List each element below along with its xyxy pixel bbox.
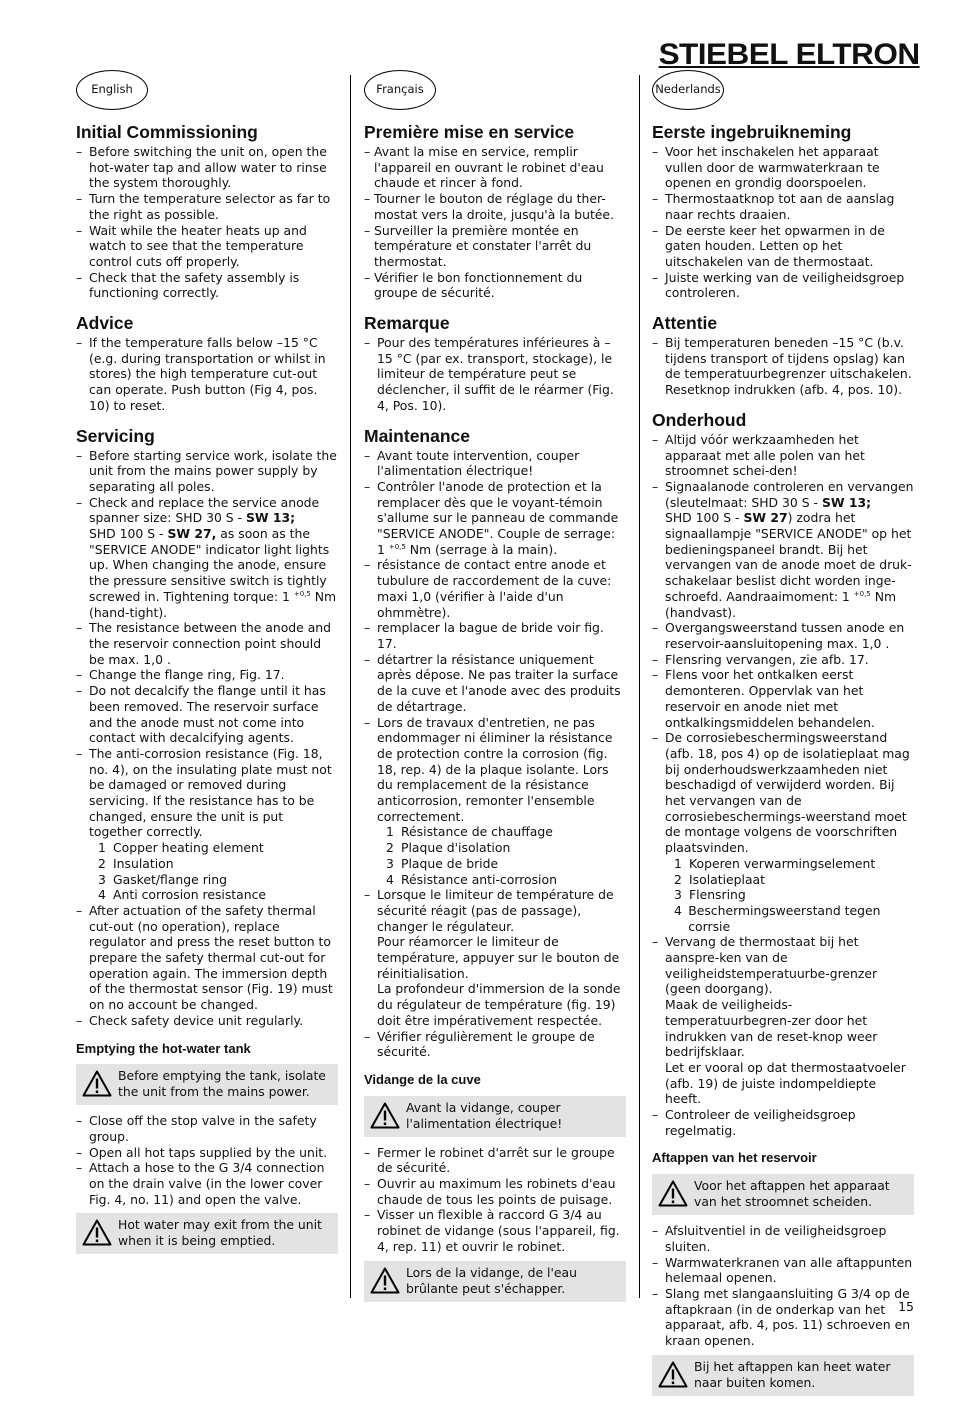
list-item: – De corrosiebeschermingsweerstand (afb. 18, pos 4) op de isolatieplaat mag bij onderhoudswerkzaamheden niet beschadigd of verwijderd worden. Bij het vervangen van de corrosiebeschermings-weerstand moet de montage volgens de voorschriften plaatsvinden. 1 Koperen verwarmingselement 2 Isolatieplaat 3 Flensring 4 Beschermingsweerstand tegen corrsie [652, 730, 914, 934]
list-item: – Altijd vóór werkzaamheden het apparaat met alle polen van het stroomnet schei-den! [652, 432, 914, 479]
list-item: – Avant toute intervention, couper l'alimentation électrique! [364, 448, 626, 479]
parts-list [89, 840, 338, 903]
brand-logo: STIEBEL ELTRON [658, 38, 920, 71]
warning-icon [658, 1180, 688, 1207]
list-item: – Avant la mise en service, remplir l'appareil en ouvrant le robinet d'eau chaude et rincer à fond. [364, 144, 626, 191]
warning-box: Avant la vidange, couper l'alimentation électrique! [364, 1096, 626, 1137]
list-item: – Open all hot taps supplied by the unit. [76, 1145, 338, 1161]
french-column [364, 70, 626, 1310]
list-item: – Thermostaatknop tot aan de aanslag naar rechts draaien. [652, 191, 914, 222]
list-item: – Turn the temperature selector as far to the right as possible. [76, 191, 338, 222]
page-number: 15 [898, 1299, 914, 1314]
warning-box: Hot water may exit from the unit when it is being emptied. [76, 1213, 338, 1254]
list-item: – Lors de travaux d'entretien, ne pas endommager ni éliminer la résistance de protection contre la corrosion (fig. 18, rep. 4) de la plaque isolante. Lors du remplacement de la résistance anticorrosion, remonter l'ensemble correctement. 1 Résistance de chauffage 2 Plaque d'isolation 3 Plaque de bride 4 Résistance anti-corrosion [364, 715, 626, 888]
heading-onderhoud: Onderhoud [652, 409, 747, 430]
list-item: – Warmwaterkranen van alle aftappunten helemaal openen. [652, 1255, 914, 1286]
list-item: – résistance de contact entre anode et tubulure de raccordement de la cuve: maxi 1,0 (vérifier à l'aide d'un ohmmètre). [364, 557, 626, 620]
list-item: – Lorsque le limiteur de température de sécurité réagit (pas de passage), changer le régulateur. Pour réamorcer le limiteur de température, appuyer sur le bouton de réinitialisation. La profondeur d'immersion de la sonde du régulateur de température (fig. 19) doit être impérativement respectée. [364, 887, 626, 1028]
part-item: 2 Plaque d'isolation [386, 840, 511, 856]
list-item: – Fermer le robinet d'arrêt sur le groupe de sécurité. [364, 1145, 626, 1176]
heading-servicing: Servicing [76, 425, 155, 446]
heading-eerste-ingebruikneming: Eerste ingebruikneming [652, 122, 852, 142]
parts-list [377, 824, 626, 887]
servicing-list [76, 448, 338, 1029]
warning-icon [82, 1070, 112, 1097]
part-item: 1 Résistance de chauffage [386, 824, 553, 840]
initial-list [76, 144, 338, 301]
vidange-list [364, 1145, 626, 1255]
emptying-list [76, 1113, 338, 1207]
list-item: – Juiste werking van de veiligheidsgroep controleren. [652, 270, 914, 301]
list-item: – Change the flange ring, Fig. 17. [76, 667, 338, 683]
list-item: – Do not decalcify the flange until it has been removed. The reservoir surface and the anode must not come into contact with decalcifying agents. [76, 683, 338, 746]
warning-icon [370, 1267, 400, 1294]
part-item: 3 Gasket/flange ring [98, 871, 227, 887]
parts-list [665, 856, 914, 935]
heading-advice: Advice [76, 313, 134, 334]
warning-box: Voor het aftappen het apparaat van het stroomnet scheiden. [652, 1174, 914, 1215]
list-item: – Close off the stop valve in the safety group. [76, 1113, 338, 1144]
list-item: – Afsluitventiel in de veiligheidsgroep sluiten. [652, 1223, 914, 1254]
list-item: – détartrer la résistance uniquement après dépose. Ne pas traiter la surface de la cuve et l'anode avec des produits de détartrage. [364, 652, 626, 715]
heading-attentie: Attentie [652, 313, 718, 334]
maintenance-list [364, 448, 626, 1060]
list-item: – Overgangsweerstand tussen anode en reservoir-aansluitopening max. 1,0 . [652, 620, 914, 651]
warning-box: Before emptying the tank, isolate the unit from the mains power. [76, 1064, 338, 1105]
heading-maintenance: Maintenance [364, 425, 470, 446]
part-item: 4 Anti corrosion resistance [98, 887, 267, 903]
list-item: – Check safety device unit regularly. [76, 1013, 338, 1029]
list-item: – Bij temperaturen beneden –15 °C (b.v. tijdens transport of tijdens opslag) kan de temperatuurbegrenzer uitschakelen. Resetknop indrukken (afb. 4, pos. 10). [652, 335, 914, 398]
warning-icon [370, 1102, 400, 1129]
language-badge: Français [364, 70, 436, 110]
heading-vidange: Vidange de la cuve [364, 1071, 481, 1087]
list-item: – After actuation of the safety thermal cut-out (no operation), replace regulator and press the reset button to prepare the safety thermal cut-out for operation again. The immersion depth of the thermostat sensor (Fig. 19) must on no account be changed. [76, 903, 338, 1013]
language-badge: English [76, 70, 148, 110]
column-divider [350, 75, 351, 1298]
initial-list [652, 144, 914, 301]
list-item: – Surveiller la première montée en température et constater l'arrêt du thermostat. [364, 223, 626, 270]
heading-emptying: Emptying the hot-water tank [76, 1040, 251, 1056]
list-item: – Wait while the heater heats up and watch to see that the temperature control cuts off properly. [76, 223, 338, 270]
warning-icon [658, 1361, 688, 1388]
warning-box: Bij het aftappen kan heet water naar buiten komen. [652, 1355, 914, 1396]
heading-aftappen: Aftappen van het reservoir [652, 1150, 817, 1166]
list-item: – Flens voor het ontkalken eerst demonteren. Oppervlak van het reservoir en anode niet met ontkalkingsmiddelen behandelen. [652, 667, 914, 730]
warning-box: Lors de la vidange, de l'eau brûlante peut s'échapper. [364, 1261, 626, 1302]
list-item: – Slang met slangaansluiting G 3/4 op de aftapkraan (in de onderkap van het apparaat, afb. 4, pos. 11) schroeven en kraan openen. [652, 1286, 914, 1349]
list-item: – Pour des températures inférieures à –15 °C (par ex. transport, stockage), le limiteur de température peut se déclencher, il suffit de le réarmer (Fig. 4, Pos. 10). [364, 335, 626, 414]
list-item: – remplacer la bague de bride voir fig. 17. [364, 620, 626, 651]
part-item: 4 Résistance anti-corrosion [386, 871, 557, 887]
column-divider [639, 75, 640, 1298]
part-item: 2 Insulation [98, 855, 174, 871]
list-item: – The anti-corrosion resistance (Fig. 18, no. 4), on the insulating plate must not be damaged or removed during servicing. If the resistance has to be changed, ensure the unit is put together correctly. 1 Copper heating element 2 Insulation 3 Gasket/flange ring 4 Anti corrosion resistance [76, 746, 338, 903]
list-item: – Flensring vervangen, zie afb. 17. [652, 652, 914, 668]
list-item: – Contrôler l'anode de protection et la remplacer dès que le voyant-témoin s'allume sur le panneau de commande "SERVICE ANODE". Couple de serrage: 1 $^{+0,5}$ Nm (serrage à la main). [364, 479, 626, 558]
list-item: – Vervang de thermostaat bij het aanspre-ken van de veiligheidstemperatuurbe-grenzer (geen doorgang). Maak de veiligheids-temperatuurbegren-zer door het indrukken van de reset-knop weer bedrijfsklaar. Let er vooral op dat thermostaatvoeler (afb. 19) de juiste indompeldiepte heeft. [652, 934, 914, 1107]
heading-premiere-mise: Première mise en service [364, 122, 575, 142]
list-item: – Check and replace the service anode spanner size: SHD 30 S - SW 13; SHD 100 S - SW 27, as soon as the "SERVICE ANODE" indicator light lights up. When changing the anode, ensure the pressure sensitive switch is tightly screwed in. Tightening torque: 1 $^{+0,5}$ Nm (hand-tight). [76, 495, 338, 621]
part-item: 1 Copper heating element [98, 840, 264, 856]
list-item: – Signaalanode controleren en vervangen (sleutelmaat: SHD 30 S - SW 13; SHD 100 S - SW 27) zodra het signaallampje "SERVICE ANODE" op het bedieningspaneel brandt. Bij het vervangen van de anode moet de druk- schakelaar beslist dicht worden inge-schroefd. Aandraaimoment: 1 $^{+0,5}$ Nm (handvast). [652, 479, 914, 620]
list-item: – Controleer de veiligheidsgroep regelmatig. [652, 1107, 914, 1138]
list-item: – Attach a hose to the G 3/4 connection on the drain valve (in the lower cover Fig. 4, no. 11) and open the valve. [76, 1160, 338, 1207]
list-item: – If the temperature falls below –15 °C (e.g. during transportation or whilst in stores) the high temperature cut-out can operate. Push button (Fig 4, pos. 10) to reset. [76, 335, 338, 414]
list-item: – Vérifier le bon fonctionnement du groupe de sécurité. [364, 270, 626, 301]
onderhoud-list [652, 432, 914, 1139]
list-item: – Visser un flexible à raccord G 3/4 au robinet de vidange (sous l'appareil, fig. 4, rep. 11) et ouvrir le robinet. [364, 1207, 626, 1254]
heading-initial-commissioning: Initial Commissioning [76, 122, 258, 142]
list-item: – Vérifier régulièrement le groupe de sécurité. [364, 1029, 626, 1060]
list-item: – Voor het inschakelen het apparaat vullen door de warmwaterkraan te openen en grondig doorspoelen. [652, 144, 914, 191]
list-item: – De eerste keer het opwarmen in de gaten houden. Letten op het uitschakelen van de thermostaat. [652, 223, 914, 270]
aftappen-list [652, 1223, 914, 1349]
dutch-column [652, 70, 914, 1404]
list-item: – Ouvrir au maximum les robinets d'eau chaude de tous les points de puisage. [364, 1176, 626, 1207]
initial-list [364, 144, 626, 301]
list-item: – Check that the safety assembly is functioning correctly. [76, 270, 338, 301]
heading-remarque: Remarque [364, 313, 450, 334]
list-item: – Tourner le bouton de réglage du ther-mostat vers la droite, jusqu'à la butée. [364, 191, 626, 222]
part-item: 3 Flensring [674, 887, 746, 903]
list-item: – Before switching the unit on, open the hot-water tap and allow water to rinse the system thoroughly. [76, 144, 338, 191]
language-badge: Nederlands [652, 70, 724, 110]
warning-icon [82, 1219, 112, 1246]
english-column [76, 70, 338, 1262]
part-item: 2 Isolatieplaat [674, 871, 766, 887]
list-item: – The resistance between the anode and the reservoir connection point should be max. 1,0 . [76, 620, 338, 667]
list-item: – Before starting service work, isolate the unit from the mains power supply by separating all poles. [76, 448, 338, 495]
part-item: 1 Koperen verwarmingselement [674, 855, 876, 871]
part-item: 3 Plaque de bride [386, 855, 499, 871]
part-item: 4 Beschermingsweerstand tegen corrsie [674, 902, 881, 934]
